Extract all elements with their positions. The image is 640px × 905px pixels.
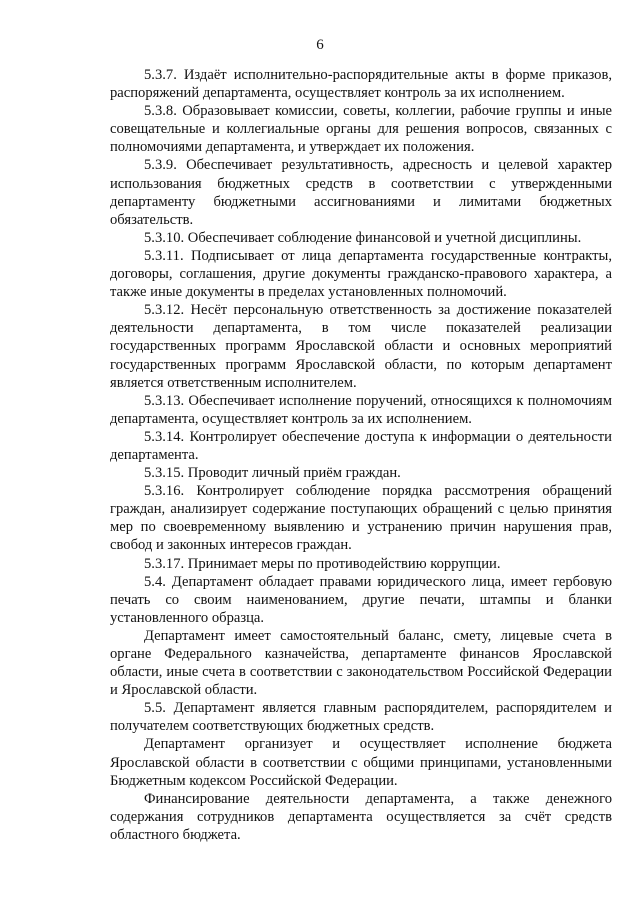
paragraph-5-3-10: 5.3.10. Обеспечивает соблюдение финансовой и учетной дисциплины.	[144, 229, 582, 246]
paragraph-5-3-11: 5.3.11. Подписывает от лица департамента государственные контракты, договоры, соглашения, другие документы гражданско-правового характера, а также иные документы в пределах установленных полномочий.	[110, 247, 612, 301]
paragraph-5-4: 5.4. Департамент обладает правами юридического лица, имеет гербовую печать со своим наименованием, другие печати, штампы и бланки установленного образца.	[110, 573, 612, 626]
paragraph-5-3-16: 5.3.16. Контролирует соблюдение порядка рассмотрения обращений граждан, анализирует содержание поступающих обращений с целью принятия мер по своевременному выявлению и устранению причин нарушения прав, свобод и законных интересов граждан.	[110, 483, 612, 554]
paragraph-5-3-8: 5.3.8. Образовывает комиссии, советы, коллегии, рабочие группы и иные совещательные и коллегиальные органы для решения вопросов, связанных с полномочиями департамента, и утверждает их положения.	[110, 103, 612, 156]
paragraph-5-3-9: 5.3.9. Обеспечивает результативность, адресность и целевой характер использования бюджетных средств в соответствии с утвержденными департаменту бюджетными ассигнованиями и лимитами бюджетных обязательств.	[110, 157, 612, 228]
document-body	[110, 66, 612, 844]
page-number: 6	[316, 37, 324, 53]
paragraph-5-3-7: 5.3.7. Издаёт исполнительно-распорядительные акты в форме приказов, распоряжений департамента, осуществляет контроль за их исполнением.	[110, 67, 612, 102]
paragraph-5-5: 5.5. Департамент является главным распорядителем, распорядителем и получателем соответствующих бюджетных средств.	[110, 700, 612, 735]
paragraph-5-3-15: 5.3.15. Проводит личный приём граждан.	[144, 465, 401, 482]
paragraph-5-3-14: 5.3.14. Контролирует обеспечение доступа к информации о деятельности департамента.	[110, 428, 612, 463]
paragraph-5-3-12: 5.3.12. Несёт персональную ответственность за достижение показателей деятельности департамента, в том числе показателей реализации государственных программ Ярославской области и основных мероприятий государственных программ Ярославской области, по которым департамент является ответственным исполнителем.	[110, 302, 612, 391]
paragraph-5-3-17: 5.3.17. Принимает меры по противодействию коррупции.	[144, 555, 501, 572]
paragraph-budget-execution: Департамент организует и осуществляет исполнение бюджета Ярославской области в соответствии с общими принципами, установленными Бюджетным кодексом Российской Федерации.	[110, 736, 612, 789]
paragraph-5-3-13: 5.3.13. Обеспечивает исполнение поручений, относящихся к полномочиям департамента, осуществляет контроль за их исполнением.	[110, 392, 612, 427]
paragraph-balance: Департамент имеет самостоятельный баланс, смету, лицевые счета в органе Федерального казначейства, департаменте финансов Ярославской области, иные счета в соответствии с законодательством Российской Федерации и Ярославской области.	[110, 627, 612, 699]
paragraph-financing: Финансирование деятельности департамента, а также денежного содержания сотрудников департамента осуществляется за счёт средств областного бюджета.	[110, 790, 612, 843]
